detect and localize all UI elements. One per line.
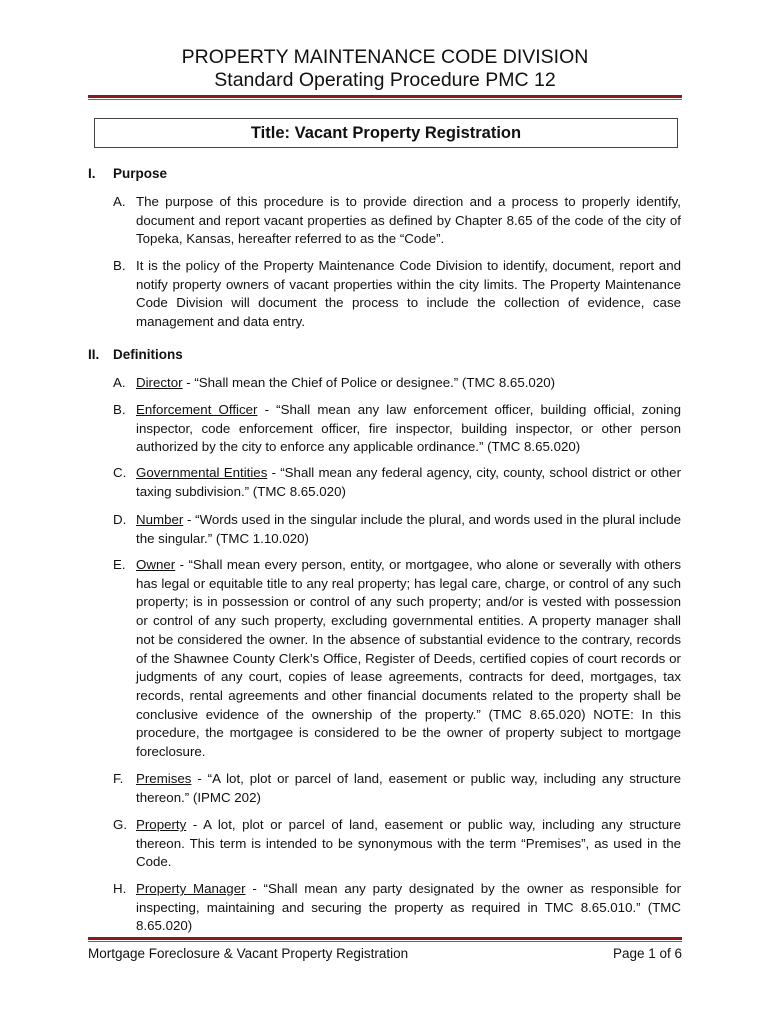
definition-term: Governmental Entities bbox=[136, 465, 268, 480]
definition-item bbox=[113, 401, 681, 457]
header-rule-thin bbox=[88, 99, 682, 100]
item-letter: C. bbox=[113, 465, 127, 480]
list-item bbox=[113, 257, 681, 332]
definition-item bbox=[113, 511, 681, 548]
definition-text: - “Shall mean any party designated by the owner as responsible for inspecting, maintaining and securing the property as required in TMC 8.65.010.” (TMC 8.65.020) bbox=[136, 881, 682, 934]
item-text: The purpose of this procedure is to provide direction and a process to properly identify, document and report vacant properties as defined by Chapter 8.65 of the code of the city of Topeka, Kansas, hereafter referred to as the “Code”. bbox=[136, 194, 681, 247]
section-label: Purpose bbox=[113, 166, 168, 181]
page-number: Page 1 of 6 bbox=[612, 946, 682, 961]
definition-item bbox=[113, 880, 681, 936]
section-label: Definitions bbox=[113, 347, 183, 362]
item-text: It is the policy of the Property Maintenance Code Division to identify, document, report and notify property owners of vacant properties within the city limits. The Property Maintenance Code Division will document the process to include the collection of evidence, case management and data entry. bbox=[136, 258, 681, 330]
division-heading: PROPERTY MAINTENANCE CODE DIVISION bbox=[181, 46, 589, 68]
definition-text: - A lot, plot or parcel of land, easement or public way, including any structure thereon. This term is intended to be synonymous with the term “Premises”, as used in the Code. bbox=[136, 817, 681, 870]
item-letter: H. bbox=[113, 881, 127, 896]
definition-term: Premises bbox=[136, 771, 192, 786]
definition-text: - “Shall mean the Chief of Police or designee.” (TMC 8.65.020) bbox=[182, 375, 556, 390]
list-item bbox=[113, 193, 681, 249]
definition-item bbox=[113, 374, 681, 393]
definition-term: Director bbox=[136, 375, 183, 390]
definition-text: - “Shall mean any federal agency, city, county, school district or other taxing subdivision.” (TMC 8.65.020) bbox=[136, 465, 681, 499]
definition-term: Enforcement Officer bbox=[136, 402, 258, 417]
section-number: I. bbox=[88, 166, 96, 181]
definition-item bbox=[113, 816, 681, 872]
definition-term: Property bbox=[136, 817, 187, 832]
footer-rule bbox=[88, 937, 682, 940]
title-box: Title: Vacant Property Registration bbox=[94, 118, 678, 148]
item-letter: B. bbox=[113, 258, 126, 273]
footer-title: Mortgage Foreclosure & Vacant Property Registration bbox=[88, 946, 409, 961]
definition-text: - “Words used in the singular include the plural, and words used in the plural include the singular.” (TMC 1.10.020) bbox=[136, 512, 681, 546]
item-letter: B. bbox=[113, 402, 126, 417]
section-number: II. bbox=[88, 347, 100, 362]
document-header bbox=[0, 46, 770, 92]
definition-item bbox=[113, 464, 681, 501]
definition-item bbox=[113, 556, 681, 762]
item-letter: F. bbox=[113, 771, 124, 786]
definition-text: - “Shall mean any law enforcement officer, building official, zoning inspector, code enforcement officer, fire inspector, building inspector, or other person authorized by the city to enforce any applicable ordinance.” (TMC 8.65.020) bbox=[136, 402, 681, 455]
section-heading-purpose bbox=[88, 165, 167, 183]
sop-heading: Standard Operating Procedure PMC 12 bbox=[214, 69, 556, 91]
item-letter: G. bbox=[113, 817, 128, 832]
definition-text: - “A lot, plot or parcel of land, easement or public way, including any structure thereon.” (IPMC 202) bbox=[136, 771, 681, 805]
definition-text: - “Shall mean every person, entity, or mortgagee, who alone or severally with others has legal or equitable title to any real property; has legal care, charge, or control of any such property; is in possession or control of any such property; and/or is vested with possession or control of any such property, excluding governmental entities. A property manager shall not be considered the owner. In the absence of substantial evidence to the contrary, records of the Shawnee County Clerk’s Office, Register of Deeds, certified copies of court records or judgments of any court, copies of lease agreements, contracts for deed, mortgages, tax records, rental agreements and other financial documents related to the property shall be conclusive evidence of the ownership of the property.” (TMC 8.65.020) NOTE: In this procedure, the mortgagee is considered to be the owner of property subject to mortgage foreclosure. bbox=[136, 557, 681, 760]
item-letter: A. bbox=[113, 194, 126, 209]
item-letter: A. bbox=[113, 375, 126, 390]
header-rule bbox=[88, 95, 682, 98]
definition-term: Owner bbox=[136, 557, 176, 572]
section-heading-definitions bbox=[88, 346, 183, 364]
item-letter: E. bbox=[113, 557, 126, 572]
item-letter: D. bbox=[113, 512, 127, 527]
footer-rule-thin bbox=[88, 941, 682, 942]
definition-term: Number bbox=[136, 512, 184, 527]
definition-term: Property Manager bbox=[136, 881, 246, 896]
definition-item bbox=[113, 770, 681, 807]
